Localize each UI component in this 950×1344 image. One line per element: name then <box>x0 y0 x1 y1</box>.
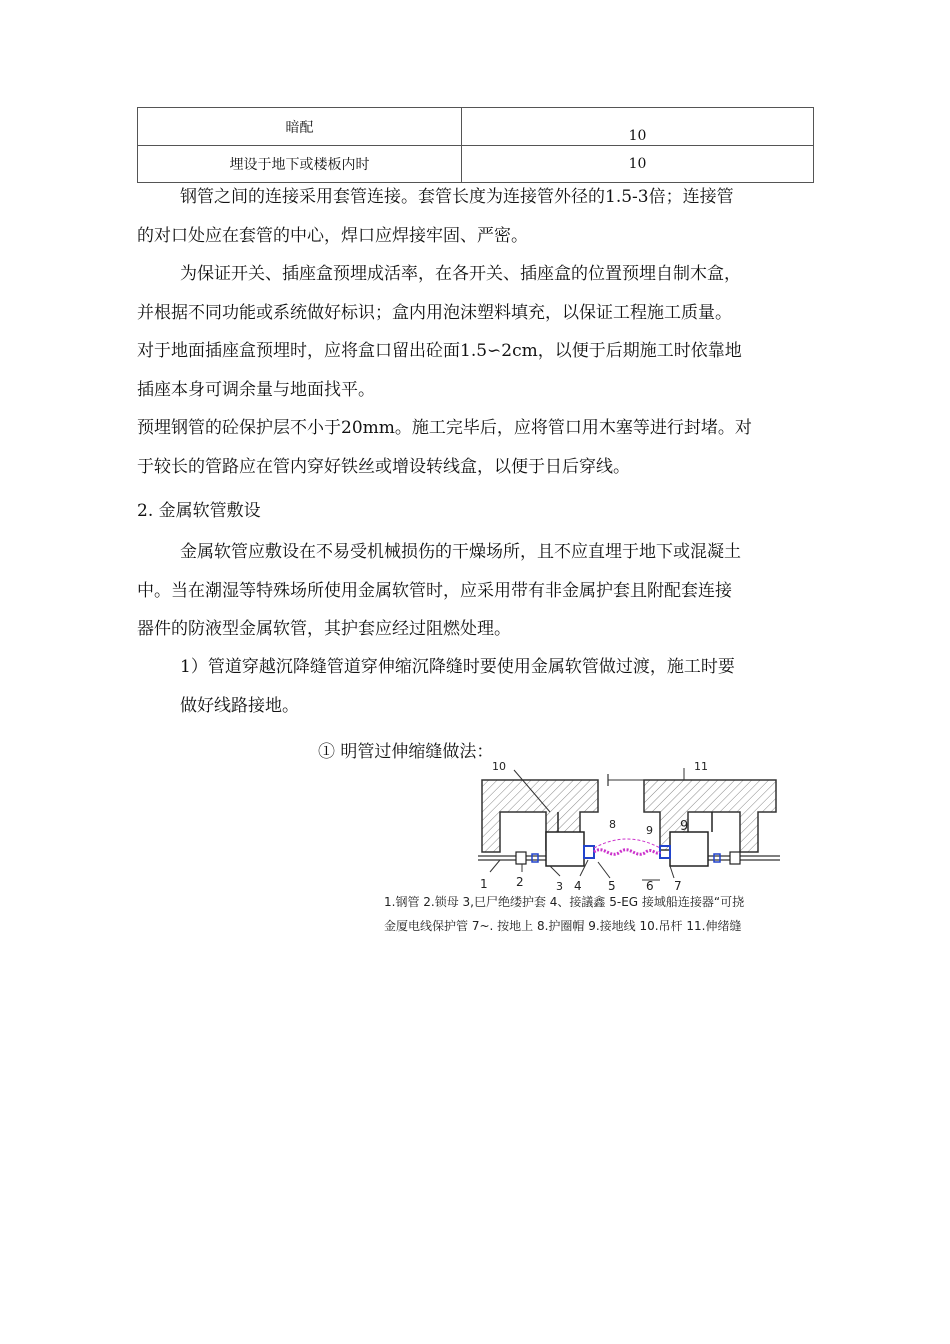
connector <box>532 854 538 862</box>
flexible-conduit <box>594 850 660 855</box>
lock-nut <box>516 852 526 864</box>
paragraph-line: 预埋钢管的砼保护层不小于20mm。施工完毕后，应将管口用木塞等进行封堵。对 <box>137 418 752 438</box>
right-slab <box>644 780 776 852</box>
paragraph-line: 1）管道穿越沉降缝管道穿伸缩沉降缝时要使用金属软管做过渡，施工时要 <box>180 657 735 677</box>
paragraph-line: 做好线路接地。 <box>180 695 299 716</box>
leader-5 <box>598 862 610 878</box>
paragraph-expansion-joint <box>137 648 817 725</box>
leader-1 <box>490 860 500 872</box>
junction-box-left <box>546 832 584 866</box>
paragraph-line: 于较长的管路应在管内穿好铁丝或增设转线盒，以便于日后穿线。 <box>137 456 630 477</box>
label-3: 3 <box>556 880 563 893</box>
paragraph-concrete-cover <box>137 409 817 486</box>
paragraph-line: 并根据不同功能或系统做好标识；盒内用泡沫塑料填充，以保证工程施工质量。 <box>137 302 732 323</box>
expansion-joint-diagram <box>470 756 790 896</box>
label-11: 11 <box>694 760 708 773</box>
label-5: 5 <box>608 879 616 893</box>
lock-nut <box>730 852 740 864</box>
paragraph-casing-connection <box>137 178 817 255</box>
paragraph-line: 对于地面插座盒预埋时，应将盒口留出砼面1.5∽2cm，以便于后期施工时依靠地 <box>137 341 742 361</box>
figure-title: ① 明管过伸缩缝做法： <box>318 742 494 762</box>
paragraph-line: 钢管之间的连接采用套管连接。套管长度为连接管外径的1.5-3倍；连接管 <box>180 187 734 207</box>
table-cell-label: 暗配 <box>138 108 462 146</box>
ground-wire <box>594 839 660 848</box>
junction-box-right <box>670 832 708 866</box>
paragraph-line: 金属软管应敷设在不易受机械损伤的干燥场所，且不应直埋于地下或混凝土 <box>180 542 741 562</box>
label-9: 9 <box>646 824 653 837</box>
paragraph-line: 插座本身可调余量与地面找平。 <box>137 379 375 400</box>
spec-table <box>137 107 814 183</box>
label-2: 2 <box>516 875 524 889</box>
connector <box>714 854 720 862</box>
paragraph-socket-box <box>137 255 817 409</box>
table-cell-value: 10 <box>462 108 814 146</box>
table-row <box>138 146 814 183</box>
section-heading: 2. 金属软管敷设 <box>137 501 261 521</box>
label-1: 1 <box>480 877 488 891</box>
label-6: 6 <box>646 879 654 893</box>
connector <box>584 846 594 858</box>
label-10: 10 <box>492 760 506 773</box>
label-4: 4 <box>574 879 582 893</box>
paragraph-line: 中。当在潮湿等特殊场所使用金属软管时，应采用带有非金属护套且附配套连接 <box>137 580 732 601</box>
paragraph-flexible-conduit <box>137 533 817 649</box>
figure-caption-line: 1.钢管 2.锁母 3,巳尸绝缕护套 4、接議鑫 5-EG 接域船连接器“可挠 <box>384 895 745 909</box>
table-cell-label: 埋设于地下或楼板内时 <box>138 146 462 183</box>
label-8: 8 <box>609 818 616 831</box>
label-7: 7 <box>674 879 682 893</box>
leader-7 <box>670 866 674 878</box>
table-cell-value: 10 <box>462 146 814 183</box>
figure-caption-line: 金厦电线保护管 7~. 按地上 8.护圈帽 9.接地线 10.吊杆 11.伸绪缝 <box>384 919 742 933</box>
label-9: 9 <box>680 819 689 834</box>
paragraph-line: 为保证开关、插座盒预埋成活率，在各开关、插座盒的位置预埋自制木盒， <box>180 264 741 284</box>
paragraph-line: 器件的防液型金属软管，其护套应经过阻燃处理。 <box>137 619 511 639</box>
leader-3 <box>550 866 560 876</box>
table-row <box>138 108 814 146</box>
paragraph-line: 的对口处应在套管的中心，焊口应焊接牢固、严密。 <box>137 225 528 246</box>
